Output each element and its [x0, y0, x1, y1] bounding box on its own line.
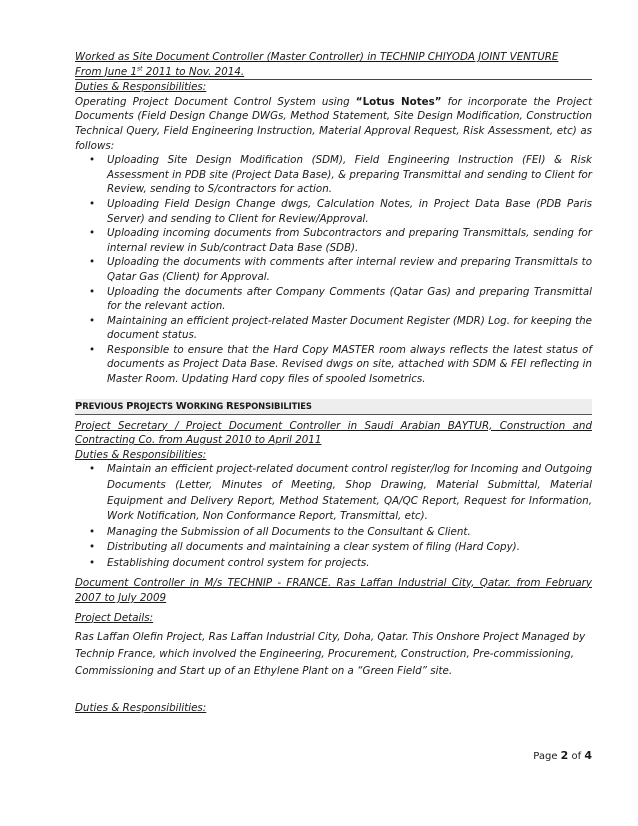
job-title-2: Project Secretary / Project Document Controller in Saudi Arabian BAYTUR, Construction and Contracting Co. from August 2010 to April 2011	[75, 419, 592, 447]
list-item-text: Maintain an efficient project-related document control register/log for Incoming and Outgoing Documents (Letter, Minutes of Meeting, Shop Drawing, Material Submittal, Material Equipment and Delivery Report, Method Statement, QA/QC Report, Request for Information, Work Notification, Non Conformance Report, Transmittal, etc).	[107, 463, 592, 523]
page-total: 4	[584, 749, 592, 762]
intro-text-end: for incorporate the Project Documents (Field Design Change DWGs, Method Statement, Site Design Modification, Construction Technical Query, Field Engineering Instruction, Material Approval Request, Risk Assessment, etc) as follows:	[75, 95, 592, 152]
bullet-icon: •	[89, 343, 96, 356]
list-item	[75, 343, 592, 387]
bullet-icon: •	[89, 256, 96, 269]
bullet-icon: •	[89, 197, 96, 210]
duties-list-2	[75, 462, 592, 571]
job-dates-1	[75, 65, 592, 81]
dates-superscript: st	[137, 65, 143, 73]
heading-word: PREVIOUS	[75, 400, 127, 412]
of-word: of	[571, 751, 582, 762]
bullet-icon: •	[89, 525, 96, 538]
heading-word: RESPONSIBILITIES	[225, 400, 312, 412]
list-item	[75, 255, 592, 284]
list-item	[75, 226, 592, 255]
list-item-text: Uploading Field Design Change dwgs, Calculation Notes, in Project Data Base (PDB Paris Server) and sending to Client for Review/Approval.	[107, 197, 592, 225]
duties-label-3: Duties & Responsibilities:	[75, 702, 207, 715]
duties-label-1: Duties & Responsibilities:	[75, 81, 207, 94]
bullet-icon: •	[89, 463, 96, 476]
lotus-notes-bold: “Lotus Notes”	[355, 95, 442, 108]
project-details-text: Ras Laffan Olefin Project, Ras Laffan Industrial City, Doha, Qatar. This Onshore Project Managed by Technip France, which involved the Engineering, Procurement, Construction, Pre-commissioning, Commissioning and Start up of an Ethylene Plant on a “Green Field” site.	[75, 631, 586, 677]
job-title-1: Worked as Site Document Controller (Master Controller) in TECHNIP CHIYODA JOINT VENTURE	[75, 51, 559, 63]
bullet-icon: •	[89, 227, 96, 240]
dates-text: From June 1	[75, 65, 138, 78]
list-item	[75, 314, 592, 343]
list-item	[75, 153, 592, 197]
section-heading-previous-projects	[75, 399, 592, 415]
page-word: Page	[533, 751, 558, 762]
dates-text-end: 2011 to Nov. 2014.	[142, 65, 245, 78]
list-item-text: Distributing all documents and maintaining a clear system of filing (Hard Copy).	[107, 541, 520, 554]
list-item-text: Uploading the documents with comments after internal review and preparing Transmittals to Qatar Gas (Client) for Approval.	[107, 256, 592, 283]
bullet-icon: •	[89, 154, 96, 167]
bullet-icon: •	[89, 285, 96, 298]
list-item-text: Maintaining an efficient project-related Master Document Register (MDR) Log. for keeping the document status.	[107, 314, 592, 342]
list-item-text: Establishing document control system for projects.	[107, 557, 370, 569]
job-intro-1	[75, 95, 592, 153]
duties-label-2: Duties & Responsibilities:	[75, 448, 207, 461]
list-item	[75, 556, 592, 572]
document-page	[75, 50, 592, 716]
intro-text: Operating Project Document Control System using	[75, 95, 356, 108]
heading-word: PROJECTS	[126, 400, 176, 412]
list-item	[75, 540, 592, 556]
list-item-text: Uploading the documents after Company Comments (Qatar Gas) and preparing Transmittal for the relevant action.	[107, 285, 592, 313]
list-item-text: Uploading incoming documents from Subcontractors and preparing Transmittals, sending for internal review in Sub/contract Data Base (SDB).	[107, 227, 592, 254]
bullet-icon: •	[89, 557, 96, 569]
list-item-text: Uploading Site Design Modification (SDM), Field Engineering Instruction (FEI) & Risk Assessment in PDB site (Project Data Base), & preparing Transmittal and sending to Client for Review, sending to S/contractors for action.	[107, 154, 592, 196]
duties-list-1	[75, 153, 592, 387]
list-item	[75, 525, 592, 541]
page-number: 2	[560, 749, 569, 762]
list-item-text: Responsible to ensure that the Hard Copy MASTER room always reflects the latest status of documents as Project Data Base. Revised dwgs on site, attached with SDM & FEI reflecting in Master Room. Updating Hard copy files of spooled Isometrics.	[107, 343, 592, 386]
page-footer	[533, 749, 592, 762]
list-item-text: Managing the Submission of all Documents to the Consultant & Client.	[107, 525, 471, 538]
list-item	[75, 197, 592, 226]
project-details-label: Project Details:	[75, 611, 154, 624]
list-item	[75, 285, 592, 314]
list-item	[75, 462, 592, 524]
heading-word: WORKING	[175, 400, 226, 412]
bullet-icon: •	[89, 541, 96, 554]
job-title-3: Document Controller in M/s TECHNIP - FRANCE. Ras Laffan Industrial City, Qatar. from February 2007 to July 2009	[75, 576, 592, 605]
bullet-icon: •	[89, 314, 96, 327]
